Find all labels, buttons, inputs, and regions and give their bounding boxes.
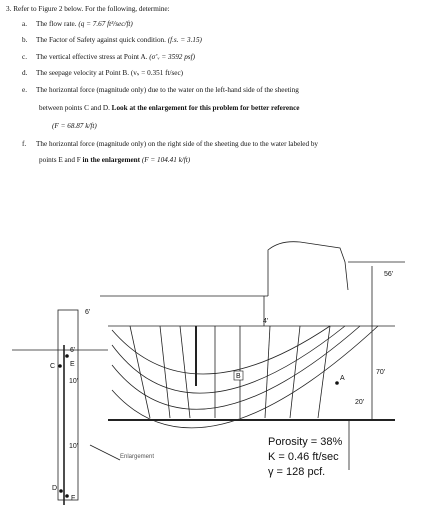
point-f-label: F <box>71 495 76 502</box>
k-value-label: K = 0.46 ft/sec <box>268 451 339 463</box>
enlargement-label: Enlargement <box>120 454 155 460</box>
item-text: The horizontal force (magnitude only) on the right side of the sheeting due to the water labeled by <box>36 140 319 148</box>
item-hint: (σ’ᵥ = 3592 psf) <box>149 53 195 61</box>
item-letter: c. <box>22 53 27 61</box>
item-letter: f. <box>22 140 27 148</box>
flow-line <box>112 326 378 428</box>
dim-20-label: 20' <box>355 399 365 406</box>
item-text: The flow rate. <box>36 20 79 28</box>
dim-4-label: 4' <box>263 318 269 325</box>
dim-6-top-label: 6' <box>85 309 91 316</box>
equipotential-line <box>265 326 270 418</box>
item-hint: (f.s. = 3.15) <box>167 36 202 44</box>
porosity-label: Porosity = 38% <box>268 436 343 448</box>
item-hint: (q = 7.67 ft³/sec/ft) <box>78 20 133 28</box>
flow-line <box>112 326 360 409</box>
dim-10a-label: 10' <box>69 378 79 385</box>
dim-70-label: 70' <box>376 369 386 376</box>
dim-6-left-label: 6' <box>70 347 76 354</box>
equipotential-line <box>318 326 330 418</box>
point-f-marker <box>65 494 69 498</box>
problem-title: 3. Refer to Figure 2 below. For the following, determine: <box>6 5 170 13</box>
point-a-marker <box>335 381 339 385</box>
item-letter: b. <box>22 36 28 44</box>
item-letter: e. <box>22 86 27 94</box>
dim-10b-label: 10' <box>69 443 79 450</box>
item-text: points E and F <box>39 156 83 164</box>
item-letter: a. <box>22 20 27 28</box>
item-letter: d. <box>22 69 28 77</box>
item-text: The seepage velocity at Point B. <box>36 69 131 77</box>
item-emphasis: Look at the enlargement for this problem for better reference <box>111 104 300 112</box>
point-e-marker <box>65 354 69 358</box>
equipotential-line <box>130 326 150 418</box>
point-c-marker <box>58 364 62 368</box>
item-hint: (vₛ = 0.351 ft/sec) <box>130 69 184 77</box>
point-a-label: A <box>340 375 345 382</box>
enlargement-frame <box>58 310 78 500</box>
item-text: between points C and D. <box>39 104 112 112</box>
item-e-hint: (F = 68.87 k/ft) <box>52 122 97 130</box>
point-d-marker <box>59 489 63 493</box>
gamma-label: γ = 128 pcf. <box>268 466 326 478</box>
item-text: The vertical effective stress at Point A. <box>36 53 150 61</box>
point-e-label: E <box>70 361 75 368</box>
enlargement-leader <box>90 445 120 460</box>
dim-56-label: 56' <box>384 271 394 278</box>
item-text: The horizontal force (magnitude only) due to the water on the left-hand side of the sheeting <box>36 86 299 94</box>
point-c-label: C <box>50 363 56 370</box>
equipotential-line <box>290 326 300 418</box>
dam-outline <box>268 242 348 296</box>
item-hint: (F = 104.41 k/ft) <box>140 156 191 164</box>
point-b-label: B <box>236 373 241 380</box>
item-emphasis: in the enlargement <box>82 156 141 164</box>
point-d-label: D <box>52 485 58 492</box>
item-text: The Factor of Safety against quick condition. <box>36 36 168 44</box>
